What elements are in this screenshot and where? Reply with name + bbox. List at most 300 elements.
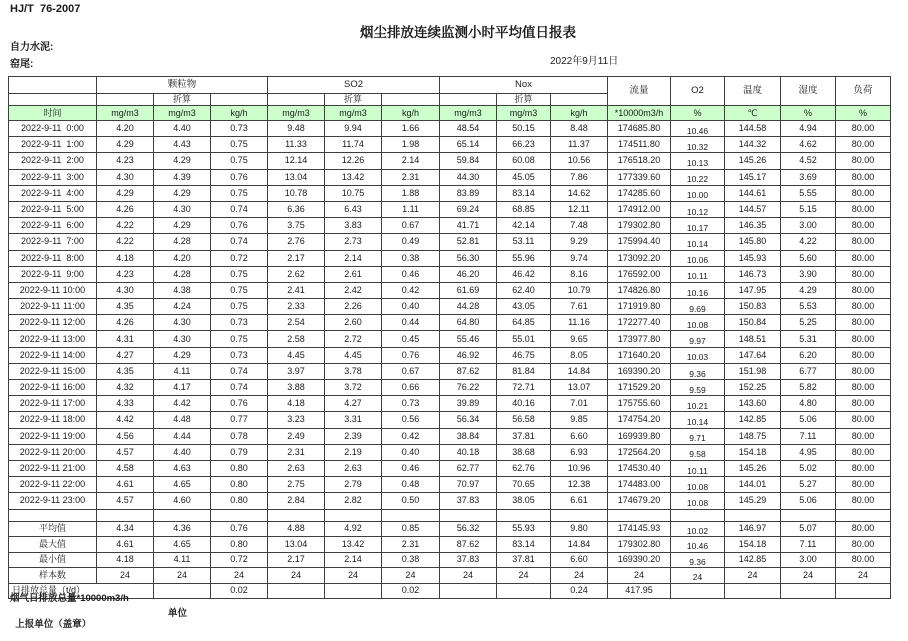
value-cell: 144.61	[725, 185, 781, 201]
value-cell: 0.75	[211, 137, 268, 153]
value-cell: 0.40	[382, 299, 440, 315]
value-cell: 144.57	[725, 201, 781, 217]
value-cell: 0.76	[211, 169, 268, 185]
value-cell: 0.02	[211, 583, 268, 599]
value-cell: 2.26	[325, 299, 382, 315]
value-cell: 0.72	[211, 552, 268, 568]
time-cell: 2022-9-11 3:00	[9, 169, 97, 185]
value-cell: 40.16	[497, 396, 551, 412]
value-cell: 3.83	[325, 218, 382, 234]
value-cell: 174685.80	[608, 121, 671, 137]
time-cell: 2022-9-11 8:00	[9, 250, 97, 266]
time-cell: 2022-9-11 21:00	[9, 460, 97, 476]
value-cell: 0.45	[382, 331, 440, 347]
value-cell: 11.37	[551, 137, 608, 153]
value-cell: 10.21	[671, 396, 725, 412]
value-cell: 24	[497, 568, 551, 584]
time-cell: 2022-9-11 11:00	[9, 299, 97, 315]
value-cell: 2.49	[268, 428, 325, 444]
value-cell: 0.38	[382, 552, 440, 568]
value-cell: 148.75	[725, 428, 781, 444]
value-cell	[440, 509, 497, 521]
data-row	[9, 234, 891, 250]
value-cell: 24	[725, 568, 781, 584]
value-cell: 4.30	[154, 331, 211, 347]
value-cell: 65.14	[440, 137, 497, 153]
value-cell: 0.78	[211, 428, 268, 444]
time-cell: 2022-9-11 23:00	[9, 493, 97, 509]
data-row	[9, 428, 891, 444]
value-cell: 145.17	[725, 169, 781, 185]
value-cell: 80.00	[836, 460, 891, 476]
value-cell: 8.16	[551, 266, 608, 282]
value-cell: 4.27	[97, 347, 154, 363]
value-cell: 56.30	[440, 250, 497, 266]
report-table	[8, 76, 891, 599]
value-cell: 11.33	[268, 137, 325, 153]
data-row	[9, 396, 891, 412]
value-cell: 9.36	[671, 552, 725, 568]
value-cell: 55.96	[497, 250, 551, 266]
value-cell: 24	[211, 568, 268, 584]
group-nox: Nox	[440, 77, 608, 94]
value-cell: 62.40	[497, 282, 551, 298]
col-load: 负荷	[836, 77, 891, 106]
value-cell: 12.14	[268, 153, 325, 169]
value-cell: 2.84	[268, 493, 325, 509]
data-row	[9, 121, 891, 137]
value-cell: 24	[154, 568, 211, 584]
value-cell: 9.94	[325, 121, 382, 137]
time-cell: 2022-9-11 10:00	[9, 282, 97, 298]
value-cell: 4.65	[154, 477, 211, 493]
value-cell: 1.66	[382, 121, 440, 137]
value-cell: 10.46	[671, 537, 725, 553]
value-cell: 7.01	[551, 396, 608, 412]
data-row	[9, 347, 891, 363]
value-cell: 61.69	[440, 282, 497, 298]
value-cell: 43.05	[497, 299, 551, 315]
value-cell: 14.62	[551, 185, 608, 201]
data-row	[9, 201, 891, 217]
value-cell: 0.77	[211, 412, 268, 428]
value-cell: 4.42	[154, 396, 211, 412]
value-cell: 3.97	[268, 363, 325, 379]
value-cell: 4.94	[781, 121, 836, 137]
value-cell: 4.18	[97, 552, 154, 568]
value-cell: 40.18	[440, 444, 497, 460]
value-cell: 4.17	[154, 380, 211, 396]
value-cell: 2.63	[268, 460, 325, 476]
value-cell: 10.96	[551, 460, 608, 476]
value-cell: 10.08	[671, 477, 725, 493]
value-cell: 52.81	[440, 234, 497, 250]
value-cell: 145.26	[725, 153, 781, 169]
value-cell: 3.23	[268, 412, 325, 428]
group-particulate: 颗粒物	[97, 77, 268, 94]
value-cell: 2.39	[325, 428, 382, 444]
time-cell: 2022-9-11 9:00	[9, 266, 97, 282]
value-cell: 0.75	[211, 153, 268, 169]
time-cell: 2022-9-11 0:00	[9, 121, 97, 137]
value-cell: 3.75	[268, 218, 325, 234]
col-temperature: 温度	[725, 77, 781, 106]
value-cell: 4.92	[325, 521, 382, 537]
value-cell: 4.30	[97, 169, 154, 185]
value-cell: 5.07	[781, 521, 836, 537]
value-cell	[211, 509, 268, 521]
value-cell: 2.61	[325, 266, 382, 282]
value-cell	[836, 583, 891, 599]
value-cell: 150.84	[725, 315, 781, 331]
standard-code: HJ/T 76-2007	[10, 3, 81, 15]
unit-label: 单位	[168, 608, 188, 619]
value-cell: 41.71	[440, 218, 497, 234]
value-cell: 13.04	[268, 169, 325, 185]
value-cell: 80.00	[836, 331, 891, 347]
time-header: 时间	[9, 106, 97, 121]
value-cell: 4.43	[154, 137, 211, 153]
value-cell: 44.30	[440, 169, 497, 185]
value-cell: 0.74	[211, 201, 268, 217]
value-cell: 4.27	[325, 396, 382, 412]
value-cell: 11.74	[325, 137, 382, 153]
unit-cell: *10000m3/h	[608, 106, 671, 121]
value-cell: 24	[325, 568, 382, 584]
value-cell: 169390.20	[608, 552, 671, 568]
value-cell: 24	[836, 568, 891, 584]
time-cell: 2022-9-11 20:00	[9, 444, 97, 460]
value-cell: 4.29	[154, 218, 211, 234]
data-row	[9, 477, 891, 493]
value-cell: 4.31	[97, 331, 154, 347]
station-label: 窑尾:	[10, 59, 34, 70]
unit-cell: %	[671, 106, 725, 121]
value-cell: 2.31	[382, 169, 440, 185]
value-cell: 5.06	[781, 412, 836, 428]
value-cell: 64.85	[497, 315, 551, 331]
value-cell: 142.85	[725, 412, 781, 428]
value-cell: 80.00	[836, 396, 891, 412]
value-cell: 174483.00	[608, 477, 671, 493]
value-cell: 0.67	[382, 218, 440, 234]
summary-row	[9, 521, 891, 537]
value-cell	[671, 509, 725, 521]
value-cell: 145.26	[725, 460, 781, 476]
value-cell: 172277.40	[608, 315, 671, 331]
value-cell: 87.62	[440, 537, 497, 553]
table-body	[9, 121, 891, 599]
value-cell: 10.11	[671, 266, 725, 282]
value-cell	[551, 509, 608, 521]
value-cell: 6.36	[268, 201, 325, 217]
header-row-groups	[9, 77, 891, 94]
value-cell: 4.95	[781, 444, 836, 460]
value-cell: 66.23	[497, 137, 551, 153]
value-cell: 2.54	[268, 315, 325, 331]
value-cell: 146.73	[725, 266, 781, 282]
value-cell: 146.97	[725, 521, 781, 537]
value-cell: 4.39	[154, 169, 211, 185]
value-cell: 4.80	[781, 396, 836, 412]
value-cell	[325, 509, 382, 521]
value-cell: 80.00	[836, 380, 891, 396]
value-cell: 10.22	[671, 169, 725, 185]
value-cell	[154, 583, 211, 599]
value-cell: 72.71	[497, 380, 551, 396]
value-cell: 174679.20	[608, 493, 671, 509]
value-cell: 10.08	[671, 493, 725, 509]
company-label: 自力水泥:	[10, 42, 54, 53]
value-cell: 0.80	[211, 493, 268, 509]
value-cell: 151.98	[725, 363, 781, 379]
value-cell: 147.95	[725, 282, 781, 298]
group-so2: SO2	[268, 77, 440, 94]
value-cell: 80.00	[836, 201, 891, 217]
value-cell: 0.40	[382, 444, 440, 460]
value-cell: 53.11	[497, 234, 551, 250]
value-cell: 5.27	[781, 477, 836, 493]
unit-cell: ℃	[725, 106, 781, 121]
value-cell: 0.56	[382, 412, 440, 428]
value-cell: 4.26	[97, 201, 154, 217]
value-cell: 24	[97, 568, 154, 584]
summary-label: 样本数	[9, 568, 97, 584]
value-cell: 13.42	[325, 169, 382, 185]
value-cell: 4.29	[97, 137, 154, 153]
value-cell: 144.32	[725, 137, 781, 153]
value-cell: 64.80	[440, 315, 497, 331]
value-cell: 1.11	[382, 201, 440, 217]
value-cell: 174530.40	[608, 460, 671, 476]
value-cell: 0.73	[211, 121, 268, 137]
value-cell: 2.31	[268, 444, 325, 460]
value-cell: 46.92	[440, 347, 497, 363]
value-cell: 0.76	[382, 347, 440, 363]
unit-cell: mg/m3	[268, 106, 325, 121]
value-cell: 69.24	[440, 201, 497, 217]
value-cell: 80.00	[836, 153, 891, 169]
value-cell: 171640.20	[608, 347, 671, 363]
converted-label: 折算	[497, 94, 551, 106]
value-cell: 11.16	[551, 315, 608, 331]
unit-cell: %	[781, 106, 836, 121]
col-humidity: 湿度	[781, 77, 836, 106]
value-cell: 4.40	[154, 121, 211, 137]
value-cell: 174145.93	[608, 521, 671, 537]
unit-cell: kg/h	[211, 106, 268, 121]
value-cell: 10.78	[268, 185, 325, 201]
value-cell: 4.29	[154, 185, 211, 201]
value-cell: 56.58	[497, 412, 551, 428]
value-cell: 174912.00	[608, 201, 671, 217]
value-cell	[268, 583, 325, 599]
value-cell: 10.56	[551, 153, 608, 169]
value-cell: 80.00	[836, 347, 891, 363]
unit-cell: mg/m3	[497, 106, 551, 121]
value-cell: 0.73	[211, 315, 268, 331]
value-cell: 4.29	[97, 185, 154, 201]
value-cell: 80.00	[836, 185, 891, 201]
value-cell: 1.98	[382, 137, 440, 153]
value-cell: 10.17	[671, 218, 725, 234]
value-cell: 24	[382, 568, 440, 584]
value-cell: 0.24	[551, 583, 608, 599]
data-row	[9, 493, 891, 509]
page-title: 烟尘排放连续监测小时平均值日报表	[360, 25, 576, 40]
daily-total-row	[9, 583, 891, 599]
time-cell: 2022-9-11 5:00	[9, 201, 97, 217]
value-cell: 4.20	[97, 121, 154, 137]
value-cell: 37.83	[440, 493, 497, 509]
value-cell: 12.38	[551, 477, 608, 493]
value-cell: 2.41	[268, 282, 325, 298]
report-unit-label: 上报单位（盖章）	[15, 619, 92, 630]
value-cell: 62.77	[440, 460, 497, 476]
value-cell: 4.56	[97, 428, 154, 444]
value-cell: 154.18	[725, 537, 781, 553]
value-cell: 4.29	[781, 282, 836, 298]
value-cell: 0.50	[382, 493, 440, 509]
value-cell: 4.18	[97, 250, 154, 266]
value-cell: 24	[781, 568, 836, 584]
value-cell: 2.14	[382, 153, 440, 169]
unit-cell: kg/h	[551, 106, 608, 121]
value-cell: 179302.80	[608, 218, 671, 234]
value-cell: 4.23	[97, 153, 154, 169]
value-cell	[781, 509, 836, 521]
value-cell: 179302.80	[608, 537, 671, 553]
value-cell: 8.48	[551, 121, 608, 137]
value-cell: 10.08	[671, 315, 725, 331]
value-cell: 56.32	[440, 521, 497, 537]
unit-cell: mg/m3	[97, 106, 154, 121]
value-cell: 3.88	[268, 380, 325, 396]
value-cell: 4.22	[781, 234, 836, 250]
value-cell: 10.03	[671, 347, 725, 363]
value-cell: 4.24	[154, 299, 211, 315]
value-cell: 0.74	[211, 234, 268, 250]
time-cell: 2022-9-11 13:00	[9, 331, 97, 347]
table-header	[9, 77, 891, 121]
blank-cell	[382, 94, 440, 106]
value-cell: 4.32	[97, 380, 154, 396]
value-cell: 37.81	[497, 428, 551, 444]
value-cell: 169939.80	[608, 428, 671, 444]
value-cell: 5.02	[781, 460, 836, 476]
value-cell: 145.80	[725, 234, 781, 250]
value-cell: 0.48	[382, 477, 440, 493]
value-cell: 4.42	[97, 412, 154, 428]
value-cell: 37.83	[440, 552, 497, 568]
value-cell: 0.46	[382, 460, 440, 476]
value-cell: 4.30	[154, 201, 211, 217]
value-cell: 45.05	[497, 169, 551, 185]
value-cell: 147.64	[725, 347, 781, 363]
value-cell: 12.26	[325, 153, 382, 169]
blank-cell	[551, 94, 608, 106]
value-cell: 2.17	[268, 552, 325, 568]
time-cell: 2022-9-11 16:00	[9, 380, 97, 396]
value-cell: 38.84	[440, 428, 497, 444]
unit-cell: %	[836, 106, 891, 121]
value-cell: 5.06	[781, 493, 836, 509]
value-cell: 6.77	[781, 363, 836, 379]
value-cell: 10.16	[671, 282, 725, 298]
value-cell: 9.48	[268, 121, 325, 137]
summary-row	[9, 552, 891, 568]
value-cell: 142.85	[725, 552, 781, 568]
value-cell	[836, 509, 891, 521]
value-cell: 44.28	[440, 299, 497, 315]
value-cell	[781, 583, 836, 599]
value-cell: 4.29	[154, 347, 211, 363]
value-cell: 80.00	[836, 250, 891, 266]
value-cell: 152.25	[725, 380, 781, 396]
value-cell	[97, 509, 154, 521]
spacer-row	[9, 509, 891, 521]
data-row	[9, 266, 891, 282]
data-row	[9, 169, 891, 185]
value-cell: 174285.60	[608, 185, 671, 201]
value-cell: 70.97	[440, 477, 497, 493]
value-cell: 2.31	[382, 537, 440, 553]
value-cell: 80.00	[836, 234, 891, 250]
value-cell: 80.00	[836, 282, 891, 298]
value-cell: 10.06	[671, 250, 725, 266]
value-cell: 0.02	[382, 583, 440, 599]
summary-row	[9, 537, 891, 553]
data-row	[9, 412, 891, 428]
value-cell: 0.75	[211, 299, 268, 315]
value-cell: 80.00	[836, 218, 891, 234]
value-cell: 5.53	[781, 299, 836, 315]
value-cell: 0.75	[211, 185, 268, 201]
value-cell: 3.90	[781, 266, 836, 282]
value-cell: 8.05	[551, 347, 608, 363]
value-cell	[725, 509, 781, 521]
blank-cell	[268, 94, 325, 106]
value-cell: 4.61	[97, 537, 154, 553]
value-cell: 4.45	[325, 347, 382, 363]
value-cell: 37.81	[497, 552, 551, 568]
value-cell: 24	[268, 568, 325, 584]
value-cell: 7.11	[781, 428, 836, 444]
value-cell: 2.19	[325, 444, 382, 460]
value-cell: 171529.20	[608, 380, 671, 396]
value-cell: 0.76	[211, 396, 268, 412]
value-cell: 4.52	[781, 153, 836, 169]
value-cell: 148.51	[725, 331, 781, 347]
time-cell: 2022-9-11 18:00	[9, 412, 97, 428]
value-cell: 80.00	[836, 121, 891, 137]
value-cell: 24	[440, 568, 497, 584]
value-cell	[268, 509, 325, 521]
value-cell: 4.40	[154, 444, 211, 460]
value-cell: 173092.20	[608, 250, 671, 266]
value-cell: 83.14	[497, 185, 551, 201]
value-cell: 0.66	[382, 380, 440, 396]
value-cell: 3.78	[325, 363, 382, 379]
value-cell: 4.65	[154, 537, 211, 553]
col-flow: 流量	[608, 77, 671, 106]
time-cell: 2022-9-11 19:00	[9, 428, 97, 444]
value-cell: 154.18	[725, 444, 781, 460]
value-cell: 0.80	[211, 460, 268, 476]
value-cell: 143.60	[725, 396, 781, 412]
value-cell: 4.48	[154, 412, 211, 428]
value-cell: 5.60	[781, 250, 836, 266]
